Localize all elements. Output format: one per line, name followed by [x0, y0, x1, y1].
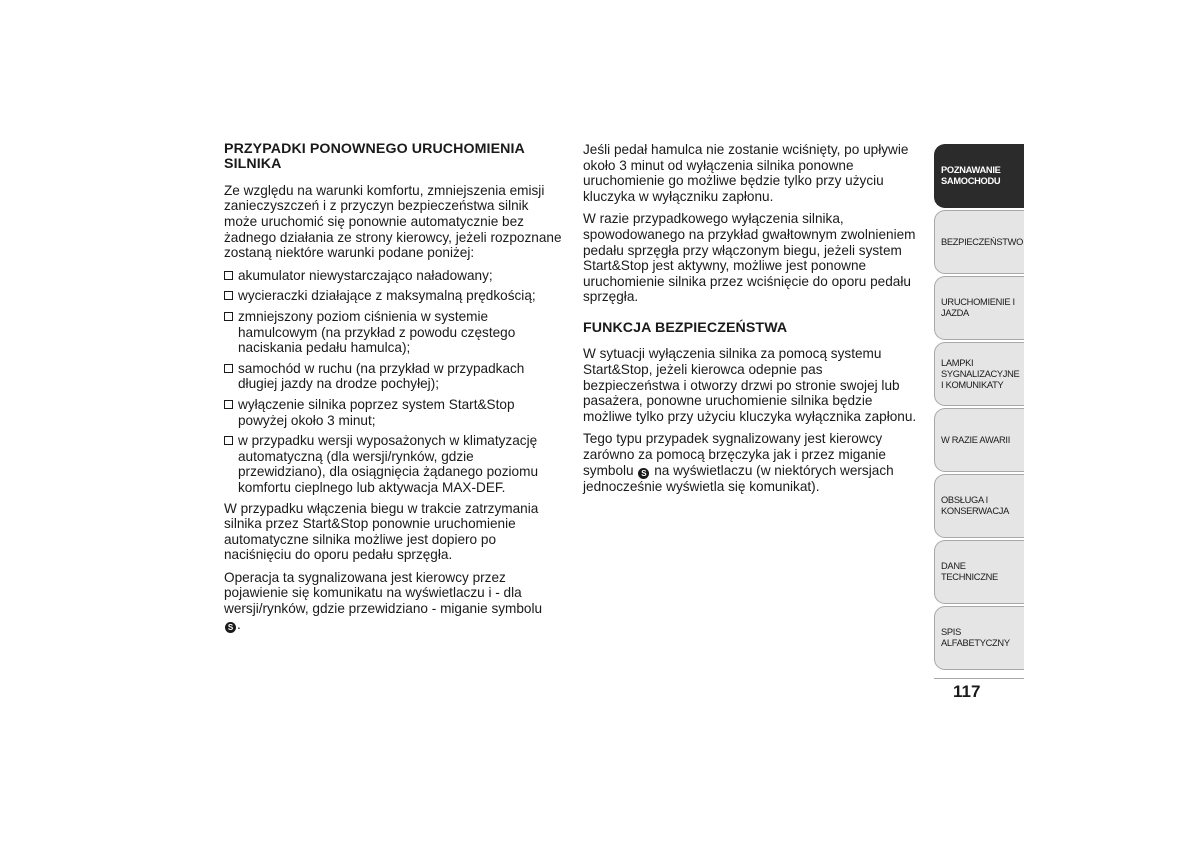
checkbox-bullet-icon: [224, 271, 233, 280]
checkbox-bullet-icon: [224, 291, 233, 300]
tab-w-razie-awarii[interactable]: W RAZIE AWARII: [934, 408, 1024, 472]
checkbox-bullet-icon: [224, 436, 233, 445]
tab-lampki-sygnalizacyjne[interactable]: LAMPKI SYGNALIZACYJNE I KOMUNIKATY: [934, 342, 1024, 406]
checkbox-bullet-icon: [224, 312, 233, 321]
chapter-tabs: [934, 144, 1024, 672]
page-number: 117: [953, 682, 981, 701]
start-stop-symbol-icon: S: [225, 622, 236, 633]
list-item: w przypadku wersji wyposażonych w klimatyzację automatyczną (dla wersji/rynków, gdzie przewidziano), dla osiągnięcia żądanego poziomu komfortu cieplnego lub aktywacja MAX-DEF.: [224, 433, 564, 495]
safety-paragraph: W sytuacji wyłączenia silnika za pomocą systemu Start&Stop, jeżeli kierowca odepnie pas bezpieczeństwa i otworzy drzwi po stronie swojej lub pasażera, ponowne uruchomienie silnika będzie możliwe tylko przy użyciu kluczyka wyłącznika zapłonu.: [583, 346, 917, 424]
checkbox-bullet-icon: [224, 400, 233, 409]
tab-obsluga-konserwacja[interactable]: OBSŁUGA I KONSERWACJA: [934, 474, 1024, 538]
signal-paragraph: Operacja ta sygnalizowana jest kierowcy przez pojawienie się komunikatu na wyświetlaczu i - dla wersji/rynków, gdzie przewidziano - miganie symbolu S .: [224, 569, 543, 632]
tab-spis-alfabetyczny[interactable]: SPIS ALFABETYCZNY: [934, 606, 1024, 670]
checkbox-bullet-icon: [224, 364, 233, 373]
tab-bezpieczenstwo[interactable]: BEZPIECZEŃSTWO: [934, 210, 1024, 274]
section-heading-safety: FUNKCJA BEZPIECZEŃSTWA: [583, 319, 788, 336]
buzzer-paragraph: Tego typu przypadek sygnalizowany jest kierowcy zarówno za pomocą brzęczyka jak i przez miganie symbolu S na wyświetlaczu (w niektórych wersjach jednocześnie wyświetla się komunikat).: [583, 431, 894, 494]
brake-paragraph: Jeśli pedał hamulca nie zostanie wciśnięty, po upływie około 3 minut od wyłączenia silnika ponowne uruchomienie go możliwe będzie tylko przy użyciu kluczyka w wyłączniku zapłonu.: [583, 142, 909, 204]
tab-dane-techniczne[interactable]: DANE TECHNICZNE: [934, 540, 1024, 604]
list-item: wycieraczki działające z maksymalną prędkością;: [224, 288, 564, 304]
section-heading-restart: PRZYPADKI PONOWNEGO URUCHOMIENIA SILNIKA: [224, 141, 525, 173]
stall-paragraph: W razie przypadkowego wyłączenia silnika, spowodowanego na przykład gwałtownym zwolnieniem pedału sprzęgła przy włączonym biegu, jeżeli system Start&Stop jest aktywny, możliwe jest ponowne uruchomienie silnika przez wciśnięcie do oporu pedału sprzęgła.: [583, 211, 916, 305]
gear-restart-paragraph: W przypadku włączenia biegu w trakcie zatrzymania silnika przez Start&Stop ponownie uruchomienie automatyczne silnika możliwe jest dopiero po naciśnięciu do oporu pedału sprzęgła.: [224, 500, 539, 563]
start-stop-symbol-icon: S: [638, 468, 649, 479]
tab-uruchomienie-jazda[interactable]: URUCHOMIENIE I JAZDA: [934, 276, 1024, 340]
list-item: zmniejszony poziom ciśnienia w systemie hamulcowym (na przykład z powodu częstego naciskania pedału hamulca);: [224, 309, 564, 356]
list-item: wyłączenie silnika poprzez system Start&Stop powyżej około 3 minut;: [224, 397, 564, 428]
tab-poznawanie-samochodu[interactable]: POZNAWANIE SAMOCHODU: [934, 144, 1024, 208]
right-column: [583, 142, 921, 501]
left-column: [224, 142, 564, 640]
intro-paragraph: Ze względu na warunki komfortu, zmniejszenia emisji zanieczyszczeń i z przyczyn bezpieczeństwa silnik może uruchomić się ponownie automatycznie bez żadnego działania ze strony kierowcy, jeżeli rozpoznane zostaną niektóre warunki podane poniżej:: [224, 182, 562, 261]
list-item: samochód w ruchu (na przykład w przypadkach długiej jazdy na drodze pochyłej);: [224, 361, 564, 392]
tab-divider: [934, 678, 1024, 679]
list-item: akumulator niewystarczająco naładowany;: [224, 268, 564, 284]
